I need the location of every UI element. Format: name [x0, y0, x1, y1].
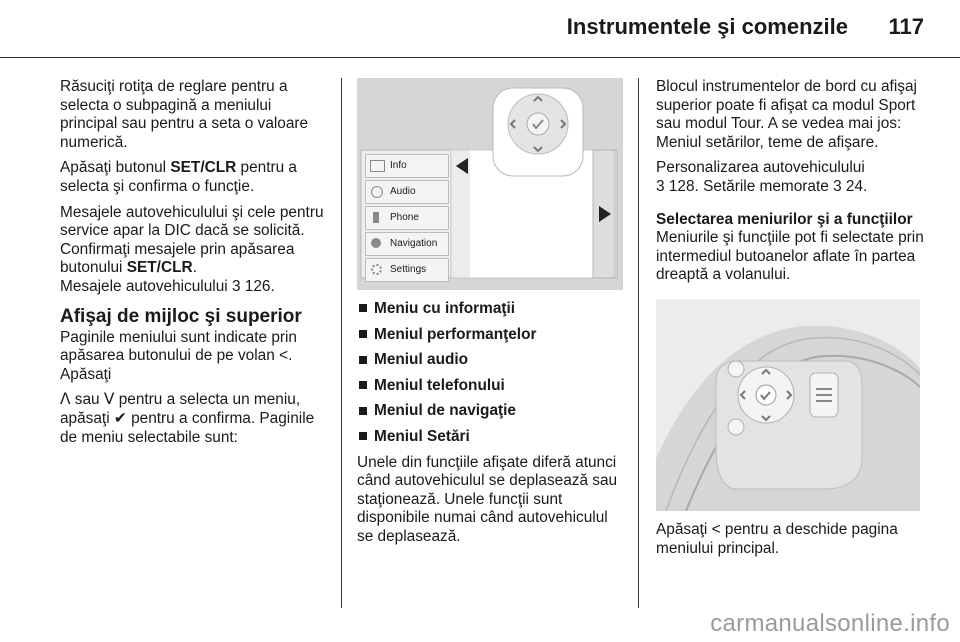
paragraph-instrument-cluster: Blocul instrumentelor de bord cu afişaj superior poate fi afişat ca modul Sport sau modul Tour. A se vedea mai jos: Meniul setărilor, teme de afişare. [656, 78, 917, 151]
set-clr-label-2: SET/CLR [126, 259, 193, 277]
menu-display-figure [357, 78, 623, 290]
section-heading-menu-selection: Selectarea meniurilor şi a funcţiilor [656, 210, 913, 228]
column-divider-right [638, 78, 639, 608]
chevron-left-icon: < [279, 347, 289, 365]
column-left [60, 78, 332, 454]
bullet-square-icon [359, 356, 367, 364]
paragraph-wheel-buttons: Meniurile şi funcţiile pot fi selectate prin intermediul butoanelor aflate în partea dreaptă a volanului. [656, 229, 924, 284]
menu-list [365, 154, 449, 284]
navigation-icon [371, 238, 381, 248]
column-right [656, 78, 924, 565]
page-ref-icon: 3 [656, 177, 665, 195]
page-header [0, 0, 960, 58]
paragraph-references: Personalizarea autovehiculului 3 128. Setările memorate 3 24. [656, 159, 868, 195]
menu-item-audio: Audio [365, 180, 449, 204]
paragraph-set-clr: Apăsaţi butonul SET/CLR pentru a selecta şi confirma o funcţie. [60, 159, 297, 195]
phone-icon [373, 212, 379, 223]
menu-item-settings: Settings [365, 258, 449, 282]
steering-wheel-illustration [656, 299, 920, 511]
list-item: Meniul Setări [357, 428, 623, 447]
settings-icon [371, 264, 382, 275]
chevron-down-icon: ᐯ [103, 391, 115, 409]
paragraph-adjust-wheel: Răsuciţi rotiţa de reglare pentru a selecta o subpagină a meniului principal sau pentru a seta o valoare numerică. [60, 78, 309, 151]
page-ref-icon: 3 [833, 177, 842, 195]
list-item: Meniul performanţelor [357, 326, 623, 345]
watermark: carmanualsonline.info [710, 610, 950, 637]
column-middle [357, 78, 623, 554]
page-number: 117 [888, 14, 924, 39]
paragraph-vehicle-messages: Mesajele autovehiculului şi cele pentru service apar la DIC dacă se solicită. Confirmaţi mesajele prin apăsarea butonului SET/CLR. Mesajele autovehiculului 3 126. [60, 203, 324, 295]
paragraph-open-main-menu: Apăsaţi < pentru a deschide pagina meniului principal. [656, 520, 898, 557]
paragraph-menu-pages: Paginile meniului sunt indicate prin apăsarea butonului de pe volan <. Apăsaţi [60, 328, 297, 383]
menu-item-phone: Phone [365, 206, 449, 230]
bullet-square-icon [359, 304, 367, 312]
menu-item-navigation: Navigation [365, 232, 449, 256]
list-item: Meniul de navigaţie [357, 402, 623, 421]
list-item: Meniul audio [357, 351, 623, 370]
header-rule [0, 57, 960, 58]
bullet-square-icon [359, 432, 367, 440]
page-ref-icon: 3 [231, 277, 241, 295]
steering-wheel-figure [656, 299, 920, 511]
bullet-square-icon [359, 407, 367, 415]
list-item: Meniu cu informaţii [357, 300, 623, 319]
paragraph-functions-differ: Unele din funcţiile afişate diferă atunci când autovehiculul se deplasează sau staţionează. Unele funcţii sunt disponibile numai când autovehiculul se deplasează. [357, 453, 618, 545]
column-divider-left [341, 78, 342, 608]
bullet-square-icon [359, 330, 367, 338]
section-heading-display: Afişaj de mijloc şi superior [60, 305, 302, 327]
check-icon: ✔ [113, 409, 127, 427]
paragraph-select-menu: ᐱ sau ᐯ pentru a selecta un meniu, apăsaţi ✔ pentru a confirma. Paginile de meniu selectabile sunt: [60, 391, 315, 446]
chevron-up-icon: ᐱ [60, 391, 71, 409]
chevron-left-icon: < [711, 520, 721, 538]
list-item: Meniul telefonului [357, 377, 623, 396]
info-icon [370, 160, 385, 172]
bullet-square-icon [359, 381, 367, 389]
set-clr-label: SET/CLR [170, 159, 237, 177]
header-title: Instrumentele şi comenzile [566, 14, 848, 39]
audio-icon [371, 186, 383, 198]
menu-item-info: Info [365, 154, 449, 178]
